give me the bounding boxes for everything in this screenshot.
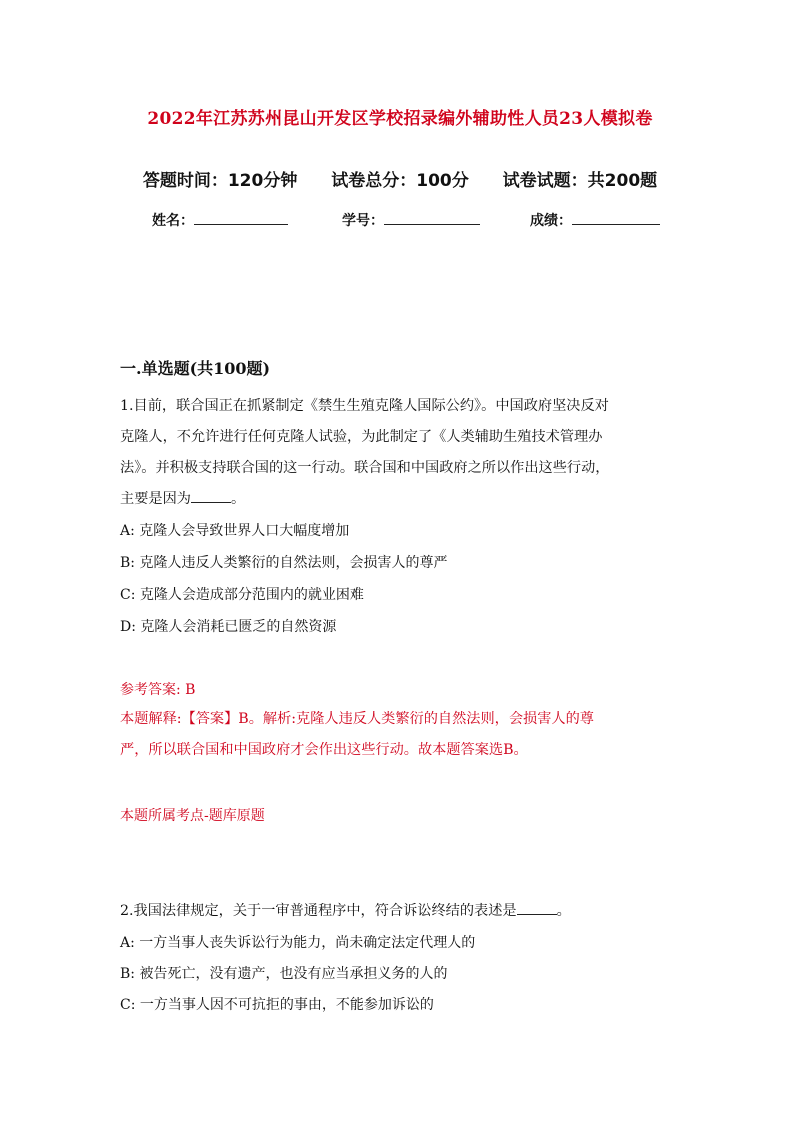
explanation-line: 本题解释:【答案】B。解析:克隆人违反人类繁衍的自然法则，会损害人的尊 xyxy=(120,711,594,727)
question-1-option-c[interactable]: C: 克隆人会造成部分范围内的就业困难 xyxy=(120,587,364,603)
question-2-option-c[interactable]: C: 一方当事人因不可抗拒的事由，不能参加诉讼的 xyxy=(120,997,434,1013)
explanation-line: 严，所以联合国和中国政府才会作出这些行动。故本题答案选B。 xyxy=(120,742,528,758)
question-2-line-text: 2.我国法律规定，关于一审普通程序中，符合诉讼终结的表述是 xyxy=(120,903,517,919)
answer-blank xyxy=(517,900,557,915)
question-1-option-d[interactable]: D: 克隆人会消耗已匮乏的自然资源 xyxy=(120,619,337,635)
question-2-stem xyxy=(120,896,690,927)
question-1-line: 法》。并积极支持联合国的这一行动。联合国和中国政府之所以作出这些行动， xyxy=(120,460,610,476)
question-1-line-text: 主要是因为 xyxy=(120,491,191,507)
question-1-line-end: 。 xyxy=(230,491,246,507)
question-2-line xyxy=(120,896,690,927)
score-label: 成绩： xyxy=(530,213,572,229)
student-id-blank[interactable] xyxy=(384,210,480,225)
question-1-line: 1.目前，联合国正在抓紧制定《禁生生殖克隆人国际公约》。中国政府坚决反对 xyxy=(120,398,609,414)
question-1-topic: 本题所属考点-题库原题 xyxy=(120,808,265,824)
student-id-field[interactable] xyxy=(342,210,480,230)
exam-meta xyxy=(0,166,800,191)
question-1-stem xyxy=(120,391,690,515)
question-2-line-end: 。 xyxy=(556,903,571,919)
section-heading: 一.单选题(共100题) xyxy=(120,359,271,378)
question-1-line xyxy=(120,484,690,515)
question-2-option-a[interactable]: A: 一方当事人丧失诉讼行为能力，尚未确定法定代理人的 xyxy=(120,935,476,951)
name-field[interactable] xyxy=(152,210,288,230)
question-1-option-b[interactable]: B: 克隆人违反人类繁衍的自然法则，会损害人的尊严 xyxy=(120,555,448,571)
question-2-option-b[interactable]: B: 被告死亡，没有遗产，也没有应当承担义务的人的 xyxy=(120,966,448,982)
score-blank[interactable] xyxy=(572,210,660,225)
student-id-label: 学号： xyxy=(342,213,384,229)
exam-total-questions: 试卷试题：共200题 xyxy=(502,171,658,191)
name-blank[interactable] xyxy=(194,210,288,225)
exam-total-score: 试卷总分：100分 xyxy=(331,171,469,191)
answer-blank xyxy=(191,488,231,503)
exam-title: 2022年江苏苏州昆山开发区学校招录编外辅助性人员23人模拟卷 xyxy=(147,109,653,129)
question-1-option-a[interactable]: A: 克隆人会导致世界人口大幅度增加 xyxy=(120,523,350,539)
question-1-answer: 参考答案: B xyxy=(120,682,196,698)
exam-time: 答题时间：120分钟 xyxy=(142,171,298,191)
name-label: 姓名： xyxy=(152,213,194,229)
score-field[interactable] xyxy=(530,210,660,230)
question-1-line: 克隆人，不允许进行任何克隆人试验，为此制定了《人类辅助生殖技术管理办 xyxy=(120,429,603,445)
question-1-explanation xyxy=(120,704,690,766)
